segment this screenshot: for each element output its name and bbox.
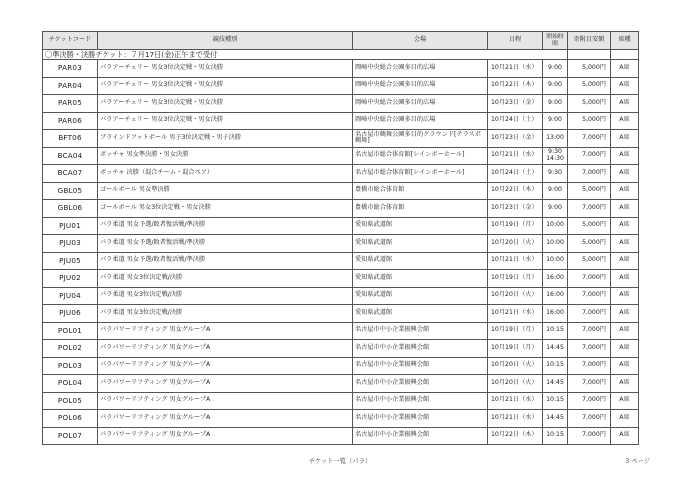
venue-cell: 豊橋市総合体育館 [353,182,488,200]
price-cell: 7,000円 [568,392,611,410]
venue-cell: 愛知県武道館 [353,235,488,253]
event-cell: パラアーチェリー 男女3位決定戦・男女決勝 [98,77,353,95]
date-cell: 10月20日（火） [488,375,543,393]
date-cell: 10月22日（木） [488,77,543,95]
venue-cell: 愛知県武道館 [353,305,488,323]
start-time-cell: 10:00 [543,252,568,270]
ticket-code-cell: PAR04 [43,77,98,95]
seat-cell: A席 [611,77,639,95]
ticket-code-cell: GBL05 [43,182,98,200]
ticket-list-page [42,31,638,445]
start-time-cell: 16:00 [543,305,568,323]
venue-cell: 愛知県武道館 [353,287,488,305]
price-cell: 7,000円 [568,375,611,393]
event-cell: パラパワーリフティング 男女グループA [98,427,353,445]
venue-cell: 豊橋市総合体育館 [353,200,488,218]
venue-cell: 愛知県武道館 [353,252,488,270]
header-start-time: 開始時間 [543,32,568,50]
table-row [43,270,639,288]
start-time-cell: 14:45 [543,410,568,428]
date-cell: 10月20日（火） [488,235,543,253]
seat-cell: A席 [611,392,639,410]
venue-cell: 名古屋市総合体育館[レインボーホール] [353,165,488,183]
table-row [43,410,639,428]
start-time-cell: 9:30 [543,165,568,183]
event-cell: パラ柔道 男女3位決定戦/決勝 [98,305,353,323]
venue-cell: 岡崎中央総合公園多目的広場 [353,77,488,95]
price-cell: 7,000円 [568,357,611,375]
page-number: 3 ページ [625,458,650,465]
venue-cell: 愛知県武道館 [353,270,488,288]
footer-title: チケット一覧（パラ） [308,458,372,465]
start-time-cell: 16:00 [543,287,568,305]
seat-cell: A席 [611,427,639,445]
date-cell: 10月21日（水） [488,252,543,270]
table-row [43,182,639,200]
event-cell: パラパワーリフティング 男女グループA [98,410,353,428]
header-price: 寄附目安額 [568,32,611,50]
start-time-cell: 13:00 [543,130,568,148]
start-time-cell: 10:00 [543,235,568,253]
table-row [43,252,639,270]
price-cell: 7,000円 [568,340,611,358]
price-cell: 7,000円 [568,165,611,183]
price-cell: 5,000円 [568,235,611,253]
start-time-cell: 10:15 [543,322,568,340]
venue-cell: 名古屋市中小企業振興会館 [353,427,488,445]
price-cell: 5,000円 [568,217,611,235]
header-code: チケットコード [43,32,98,50]
venue-cell: 名古屋市中小企業振興会館 [353,322,488,340]
price-cell: 7,000円 [568,427,611,445]
event-cell: パラアーチェリー 男女3位決定戦・男女決勝 [98,95,353,113]
table-row [43,427,639,445]
seat-cell: A席 [611,200,639,218]
seat-cell: A席 [611,182,639,200]
table-row [43,392,639,410]
date-cell: 10月23日（金） [488,95,543,113]
table-row [43,217,639,235]
seat-cell: A席 [611,95,639,113]
section-empty-cell [611,50,639,60]
venue-cell: 岡崎中央総合公園多目的広場 [353,95,488,113]
ticket-code-cell: PAR06 [43,112,98,130]
venue-cell: 岡崎中央総合公園多目的広場 [353,112,488,130]
seat-cell: A席 [611,165,639,183]
date-cell: 10月21日（水） [488,147,543,165]
seat-cell: A席 [611,235,639,253]
ticket-code-cell: POL05 [43,392,98,410]
date-cell: 10月24日（土） [488,112,543,130]
event-cell: パラ柔道 男女予選/敗者復活戦/準決勝 [98,252,353,270]
table-row [43,375,639,393]
event-cell: パラパワーリフティング 男女グループA [98,322,353,340]
table-row [43,322,639,340]
seat-cell: A席 [611,305,639,323]
venue-cell: 愛知県武道館 [353,217,488,235]
start-time-cell: 9:00 [543,60,568,78]
start-time-cell: 10:15 [543,357,568,375]
start-time-cell: 14:45 [543,375,568,393]
event-cell: パラパワーリフティング 男女グループA [98,392,353,410]
date-cell: 10月21日（水） [488,392,543,410]
ticket-code-cell: PJU03 [43,235,98,253]
ticket-code-cell: BCA07 [43,165,98,183]
seat-cell: A席 [611,322,639,340]
price-cell: 5,000円 [568,60,611,78]
header-seat: 席種 [611,32,639,50]
ticket-code-cell: POL06 [43,410,98,428]
ticket-code-cell: BFT06 [43,130,98,148]
price-cell: 7,000円 [568,305,611,323]
ticket-code-cell: PAR05 [43,95,98,113]
ticket-code-cell: BCA04 [43,147,98,165]
start-time-cell: 9:00 [543,95,568,113]
table-row [43,112,639,130]
seat-cell: A席 [611,252,639,270]
table-header-row [43,32,639,50]
table-row [43,130,639,148]
price-cell: 5,000円 [568,112,611,130]
date-cell: 10月21日（水） [488,60,543,78]
date-cell: 10月22日（木） [488,427,543,445]
price-cell: 7,000円 [568,130,611,148]
ticket-code-cell: PJU06 [43,305,98,323]
seat-cell: A席 [611,410,639,428]
header-date: 日程 [488,32,543,50]
table-row [43,340,639,358]
date-cell: 10月22日（木） [488,182,543,200]
table-row [43,200,639,218]
date-cell: 10月19日（月） [488,270,543,288]
event-cell: ブラインドフットボール 男子3位決定戦・男子決勝 [98,130,353,148]
seat-cell: A席 [611,340,639,358]
ticket-code-cell: PAR03 [43,60,98,78]
event-cell: パラ柔道 男女予選/敗者復活戦/準決勝 [98,217,353,235]
section-title: 〇準決勝・決勝チケット：７月17日(金)正午まで受付 [43,50,568,60]
ticket-code-cell: GBL06 [43,200,98,218]
ticket-code-cell: POL01 [43,322,98,340]
venue-cell: 名古屋市中小企業振興会館 [353,392,488,410]
start-time-cell: 14:45 [543,340,568,358]
ticket-table [42,31,639,445]
ticket-code-cell: PJU01 [43,217,98,235]
seat-cell: A席 [611,112,639,130]
table-row [43,60,639,78]
seat-cell: A席 [611,147,639,165]
price-cell: 7,000円 [568,410,611,428]
table-row [43,147,639,165]
section-row [43,50,639,60]
price-cell: 7,000円 [568,200,611,218]
header-venue: 会場 [353,32,488,50]
date-cell: 10月24日（土） [488,165,543,183]
date-cell: 10月19日（月） [488,217,543,235]
ticket-code-cell: PJU02 [43,270,98,288]
ticket-code-cell: PJU05 [43,252,98,270]
venue-cell: 名古屋市鶴舞公園多目的グラウンド[テラスポ鶴舞] [353,130,488,148]
price-cell: 7,000円 [568,270,611,288]
seat-cell: A席 [611,270,639,288]
start-time-cell: 10:00 [543,217,568,235]
ticket-code-cell: POL02 [43,340,98,358]
header-event: 競技種別 [98,32,353,50]
ticket-code-cell: POL03 [43,357,98,375]
ticket-code-cell: POL07 [43,427,98,445]
price-cell: 5,000円 [568,77,611,95]
table-row [43,235,639,253]
date-cell: 10月23日（金） [488,130,543,148]
date-cell: 10月19日（月） [488,340,543,358]
price-cell: 7,000円 [568,322,611,340]
seat-cell: A席 [611,375,639,393]
start-time-cell: 9:00 [543,200,568,218]
seat-cell: A席 [611,217,639,235]
date-cell: 10月23日（金） [488,200,543,218]
event-cell: パラパワーリフティング 男女グループA [98,375,353,393]
venue-cell: 名古屋市総合体育館[レインボーホール] [353,147,488,165]
start-time-cell: 9:00 [543,112,568,130]
start-time-cell: 16:00 [543,270,568,288]
table-row [43,357,639,375]
event-cell: パラ柔道 男女3位決定戦/決勝 [98,270,353,288]
event-cell: ボッチャ 決勝（混合チーム・混合ペア） [98,165,353,183]
table-row [43,95,639,113]
start-time-cell: 9:00 [543,77,568,95]
date-cell: 10月21日（水） [488,410,543,428]
event-cell: パラパワーリフティング 男女グループA [98,340,353,358]
start-time-cell: 10:15 [543,392,568,410]
event-cell: ゴールボール 男女3位決定戦・男女決勝 [98,200,353,218]
price-cell: 5,000円 [568,252,611,270]
date-cell: 10月20日（火） [488,357,543,375]
venue-cell: 名古屋市中小企業振興会館 [353,375,488,393]
seat-cell: A席 [611,130,639,148]
start-time-cell: 9:30 14:30 [543,147,568,165]
event-cell: パラ柔道 男女予選/敗者復活戦/準決勝 [98,235,353,253]
venue-cell: 名古屋市中小企業振興会館 [353,410,488,428]
table-row [43,165,639,183]
event-cell: パラアーチェリー 男女3位決定戦・男女決勝 [98,112,353,130]
price-cell: 7,000円 [568,147,611,165]
section-empty-cell [568,50,611,60]
ticket-code-cell: POL04 [43,375,98,393]
event-cell: パラアーチェリー 男女3位決定戦・男女決勝 [98,60,353,78]
event-cell: パラパワーリフティング 男女グループA [98,357,353,375]
price-cell: 5,000円 [568,95,611,113]
seat-cell: A席 [611,287,639,305]
ticket-code-cell: PJU04 [43,287,98,305]
start-time-cell: 9:00 [543,182,568,200]
price-cell: 7,000円 [568,287,611,305]
event-cell: パラ柔道 男女3位決定戦/決勝 [98,287,353,305]
event-cell: ゴールボール 男女準決勝 [98,182,353,200]
table-row [43,77,639,95]
start-time-cell: 10:15 [543,427,568,445]
seat-cell: A席 [611,357,639,375]
price-cell: 5,000円 [568,182,611,200]
venue-cell: 岡崎中央総合公園多目的広場 [353,60,488,78]
event-cell: ボッチャ 男女準決勝・男女決勝 [98,147,353,165]
date-cell: 10月21日（水） [488,305,543,323]
table-row [43,287,639,305]
date-cell: 10月19日（月） [488,322,543,340]
venue-cell: 名古屋市中小企業振興会館 [353,357,488,375]
venue-cell: 名古屋市中小企業振興会館 [353,340,488,358]
seat-cell: A席 [611,60,639,78]
table-row [43,305,639,323]
table-body [43,50,639,445]
date-cell: 10月20日（火） [488,287,543,305]
